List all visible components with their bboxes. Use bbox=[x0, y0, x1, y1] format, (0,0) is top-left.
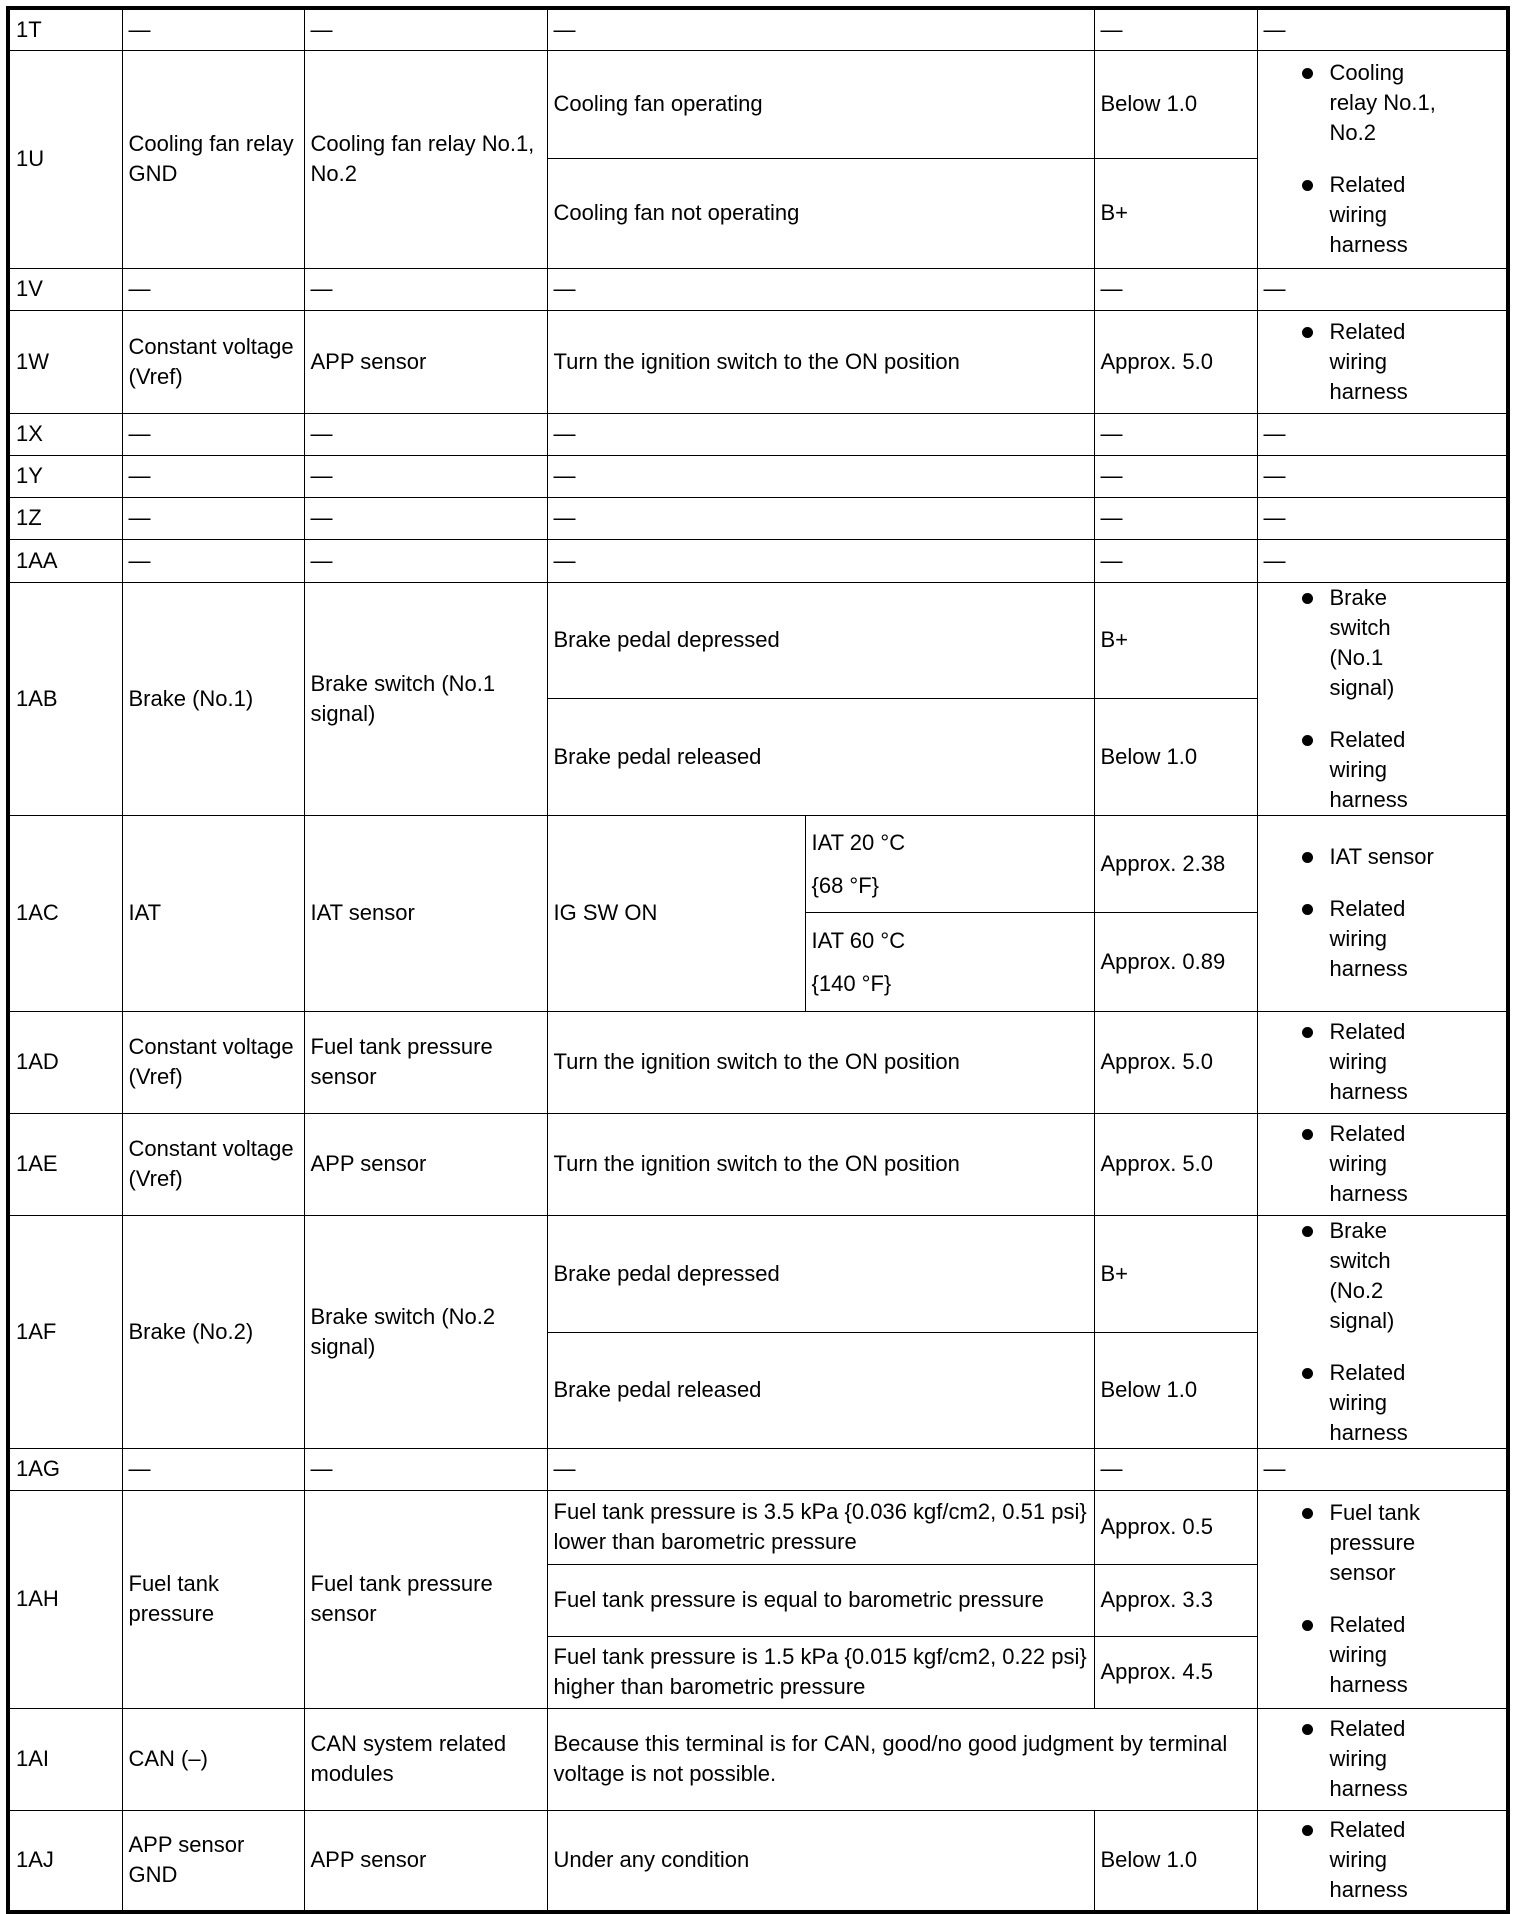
condition-cell: — bbox=[547, 539, 1094, 582]
terminal-cell: 1AA bbox=[8, 539, 122, 582]
connected-to-cell: APP sensor bbox=[304, 1113, 547, 1215]
table-row bbox=[8, 413, 1508, 455]
voltage-cell: B+ bbox=[1094, 582, 1257, 699]
sub-condition-line: IAT 20 °C bbox=[811, 829, 906, 855]
connected-to-cell: Fuel tank pressure sensor bbox=[304, 1011, 547, 1113]
condition-cell: Turn the ignition switch to the ON position bbox=[547, 1113, 1094, 1215]
connected-to-cell: — bbox=[304, 8, 547, 50]
inspection-cell bbox=[1257, 815, 1508, 1011]
condition-cell: — bbox=[547, 497, 1094, 539]
terminal-cell: 1W bbox=[8, 310, 122, 413]
signal-name-cell: — bbox=[122, 413, 304, 455]
condition-cell: Cooling fan not operating bbox=[547, 158, 1094, 268]
connected-to-cell: APP sensor bbox=[304, 310, 547, 413]
connected-to-cell: — bbox=[304, 455, 547, 497]
table-row bbox=[8, 8, 1508, 50]
voltage-cell: — bbox=[1094, 413, 1257, 455]
inspection-item: Related wiring harness bbox=[1304, 1610, 1440, 1700]
signal-name-cell: Brake (No.1) bbox=[122, 582, 304, 815]
inspection-item: Related wiring harness bbox=[1304, 725, 1440, 815]
signal-name-cell: Constant voltage (Vref) bbox=[122, 1113, 304, 1215]
sub-condition-line: {140 °F} bbox=[811, 970, 892, 996]
table-row bbox=[8, 815, 1508, 912]
condition-cell: — bbox=[547, 1448, 1094, 1490]
terminal-cell: 1Z bbox=[8, 497, 122, 539]
signal-name-cell: IAT bbox=[122, 815, 304, 1011]
table-row bbox=[8, 1448, 1508, 1490]
voltage-cell: Approx. 3.3 bbox=[1094, 1564, 1257, 1636]
voltage-cell: — bbox=[1094, 1448, 1257, 1490]
terminal-cell: 1AB bbox=[8, 582, 122, 815]
condition-cell: IG SW ON bbox=[547, 815, 805, 1011]
signal-name-cell: Constant voltage (Vref) bbox=[122, 310, 304, 413]
terminal-cell: 1X bbox=[8, 413, 122, 455]
inspection-cell: — bbox=[1257, 1448, 1508, 1490]
sub-condition-cell bbox=[805, 815, 1094, 912]
inspection-cell bbox=[1257, 1490, 1508, 1708]
terminal-cell: 1AF bbox=[8, 1215, 122, 1448]
inspection-cell bbox=[1257, 582, 1508, 815]
condition-cell: Turn the ignition switch to the ON position bbox=[547, 310, 1094, 413]
voltage-cell: — bbox=[1094, 8, 1257, 50]
terminal-cell: 1AG bbox=[8, 1448, 122, 1490]
connected-to-cell: IAT sensor bbox=[304, 815, 547, 1011]
inspection-cell bbox=[1257, 50, 1508, 268]
inspection-list bbox=[1264, 1119, 1501, 1209]
condition-cell: Fuel tank pressure is equal to barometric pressure bbox=[547, 1564, 1094, 1636]
voltage-cell: B+ bbox=[1094, 158, 1257, 268]
connected-to-cell: — bbox=[304, 268, 547, 310]
voltage-cell: — bbox=[1094, 497, 1257, 539]
inspection-cell bbox=[1257, 310, 1508, 413]
voltage-cell: Approx. 4.5 bbox=[1094, 1636, 1257, 1708]
signal-name-cell: — bbox=[122, 455, 304, 497]
inspection-cell: — bbox=[1257, 539, 1508, 582]
terminal-cell: 1T bbox=[8, 8, 122, 50]
inspection-cell bbox=[1257, 1215, 1508, 1448]
voltage-cell: — bbox=[1094, 455, 1257, 497]
terminal-cell: 1U bbox=[8, 50, 122, 268]
inspection-item: Fuel tank pressure sensor bbox=[1304, 1498, 1440, 1588]
table-row bbox=[8, 1113, 1508, 1215]
signal-name-cell: CAN (–) bbox=[122, 1708, 304, 1810]
condition-cell: Fuel tank pressure is 1.5 kPa {0.015 kgf/cm2, 0.22 psi} higher than barometric pressure bbox=[547, 1636, 1094, 1708]
signal-name-cell: Fuel tank pressure bbox=[122, 1490, 304, 1708]
voltage-cell: Approx. 0.5 bbox=[1094, 1490, 1257, 1564]
signal-name-cell: APP sensor GND bbox=[122, 1810, 304, 1912]
inspection-item: Related wiring harness bbox=[1304, 1017, 1440, 1107]
inspection-item: Brake switch (No.2 signal) bbox=[1304, 1216, 1440, 1336]
table-row bbox=[8, 455, 1508, 497]
terminal-voltage-table bbox=[6, 6, 1510, 1914]
terminal-cell: 1Y bbox=[8, 455, 122, 497]
voltage-cell: Below 1.0 bbox=[1094, 699, 1257, 816]
terminal-cell: 1AD bbox=[8, 1011, 122, 1113]
sub-condition-cell bbox=[805, 912, 1094, 1011]
condition-cell: Cooling fan operating bbox=[547, 50, 1094, 158]
inspection-cell: — bbox=[1257, 8, 1508, 50]
voltage-cell: Approx. 2.38 bbox=[1094, 815, 1257, 912]
inspection-item: Related wiring harness bbox=[1304, 317, 1440, 407]
inspection-item: Related wiring harness bbox=[1304, 1815, 1440, 1905]
inspection-cell bbox=[1257, 1113, 1508, 1215]
inspection-item: Related wiring harness bbox=[1304, 170, 1440, 260]
table-row bbox=[8, 582, 1508, 699]
terminal-cell: 1AI bbox=[8, 1708, 122, 1810]
signal-name-cell: — bbox=[122, 268, 304, 310]
inspection-list bbox=[1264, 317, 1501, 407]
table-row bbox=[8, 1708, 1508, 1810]
inspection-list bbox=[1264, 842, 1501, 984]
connected-to-cell: Cooling fan relay No.1, No.2 bbox=[304, 50, 547, 268]
terminal-cell: 1AE bbox=[8, 1113, 122, 1215]
signal-name-cell: — bbox=[122, 539, 304, 582]
inspection-cell: — bbox=[1257, 497, 1508, 539]
condition-cell: — bbox=[547, 268, 1094, 310]
inspection-cell bbox=[1257, 1810, 1508, 1912]
signal-name-cell: — bbox=[122, 1448, 304, 1490]
table-row bbox=[8, 50, 1508, 158]
voltage-cell: — bbox=[1094, 268, 1257, 310]
inspection-item: Related wiring harness bbox=[1304, 1358, 1440, 1448]
voltage-cell: Below 1.0 bbox=[1094, 1332, 1257, 1448]
table-row bbox=[8, 310, 1508, 413]
connected-to-cell: Fuel tank pressure sensor bbox=[304, 1490, 547, 1708]
connected-to-cell: — bbox=[304, 539, 547, 582]
inspection-cell: — bbox=[1257, 413, 1508, 455]
inspection-cell: — bbox=[1257, 268, 1508, 310]
condition-cell: — bbox=[547, 455, 1094, 497]
condition-cell: Brake pedal depressed bbox=[547, 582, 1094, 699]
signal-name-cell: — bbox=[122, 497, 304, 539]
signal-name-cell: Brake (No.2) bbox=[122, 1215, 304, 1448]
connected-to-cell: CAN system related modules bbox=[304, 1708, 547, 1810]
inspection-list bbox=[1264, 1498, 1501, 1700]
inspection-list bbox=[1264, 1216, 1501, 1448]
voltage-cell: Below 1.0 bbox=[1094, 50, 1257, 158]
table-row bbox=[8, 497, 1508, 539]
condition-cell: Brake pedal depressed bbox=[547, 1215, 1094, 1332]
terminal-cell: 1AJ bbox=[8, 1810, 122, 1912]
voltage-cell: B+ bbox=[1094, 1215, 1257, 1332]
table-row bbox=[8, 1215, 1508, 1332]
inspection-list bbox=[1264, 58, 1501, 260]
voltage-cell: Approx. 5.0 bbox=[1094, 1011, 1257, 1113]
signal-name-cell: Cooling fan relay GND bbox=[122, 50, 304, 268]
connected-to-cell: — bbox=[304, 1448, 547, 1490]
condition-cell: Brake pedal released bbox=[547, 699, 1094, 816]
inspection-list bbox=[1264, 583, 1501, 815]
inspection-item: IAT sensor bbox=[1304, 842, 1440, 872]
condition-cell: — bbox=[547, 413, 1094, 455]
inspection-list bbox=[1264, 1815, 1501, 1905]
terminal-cell: 1AC bbox=[8, 815, 122, 1011]
sub-condition-line: {68 °F} bbox=[811, 872, 880, 898]
table-row bbox=[8, 539, 1508, 582]
connected-to-cell: Brake switch (No.2 signal) bbox=[304, 1215, 547, 1448]
voltage-cell: Below 1.0 bbox=[1094, 1810, 1257, 1912]
condition-cell: Under any condition bbox=[547, 1810, 1094, 1912]
table-row bbox=[8, 1011, 1508, 1113]
inspection-cell: — bbox=[1257, 455, 1508, 497]
inspection-list bbox=[1264, 1017, 1501, 1107]
voltage-cell: — bbox=[1094, 539, 1257, 582]
inspection-cell bbox=[1257, 1708, 1508, 1810]
connected-to-cell: — bbox=[304, 497, 547, 539]
inspection-cell bbox=[1257, 1011, 1508, 1113]
condition-cell: — bbox=[547, 8, 1094, 50]
sub-condition-line: IAT 60 °C bbox=[811, 927, 906, 953]
note-cell: Because this terminal is for CAN, good/no good judgment by terminal voltage is not possible. bbox=[547, 1708, 1257, 1810]
connected-to-cell: — bbox=[304, 413, 547, 455]
condition-cell: Turn the ignition switch to the ON position bbox=[547, 1011, 1094, 1113]
table-row bbox=[8, 268, 1508, 310]
condition-cell: Fuel tank pressure is 3.5 kPa {0.036 kgf/cm2, 0.51 psi} lower than barometric pressure bbox=[547, 1490, 1094, 1564]
connected-to-cell: Brake switch (No.1 signal) bbox=[304, 582, 547, 815]
terminal-cell: 1V bbox=[8, 268, 122, 310]
inspection-item: Related wiring harness bbox=[1304, 1714, 1440, 1804]
terminal-cell: 1AH bbox=[8, 1490, 122, 1708]
inspection-item: Related wiring harness bbox=[1304, 894, 1440, 984]
voltage-cell: Approx. 0.89 bbox=[1094, 912, 1257, 1011]
voltage-cell: Approx. 5.0 bbox=[1094, 1113, 1257, 1215]
signal-name-cell: — bbox=[122, 8, 304, 50]
signal-name-cell: Constant voltage (Vref) bbox=[122, 1011, 304, 1113]
inspection-item: Cooling relay No.1, No.2 bbox=[1304, 58, 1440, 148]
table-row bbox=[8, 1810, 1508, 1912]
table-row bbox=[8, 1490, 1508, 1564]
connected-to-cell: APP sensor bbox=[304, 1810, 547, 1912]
inspection-list bbox=[1264, 1714, 1501, 1804]
voltage-cell: Approx. 5.0 bbox=[1094, 310, 1257, 413]
inspection-item: Brake switch (No.1 signal) bbox=[1304, 583, 1440, 703]
condition-cell: Brake pedal released bbox=[547, 1332, 1094, 1448]
inspection-item: Related wiring harness bbox=[1304, 1119, 1440, 1209]
